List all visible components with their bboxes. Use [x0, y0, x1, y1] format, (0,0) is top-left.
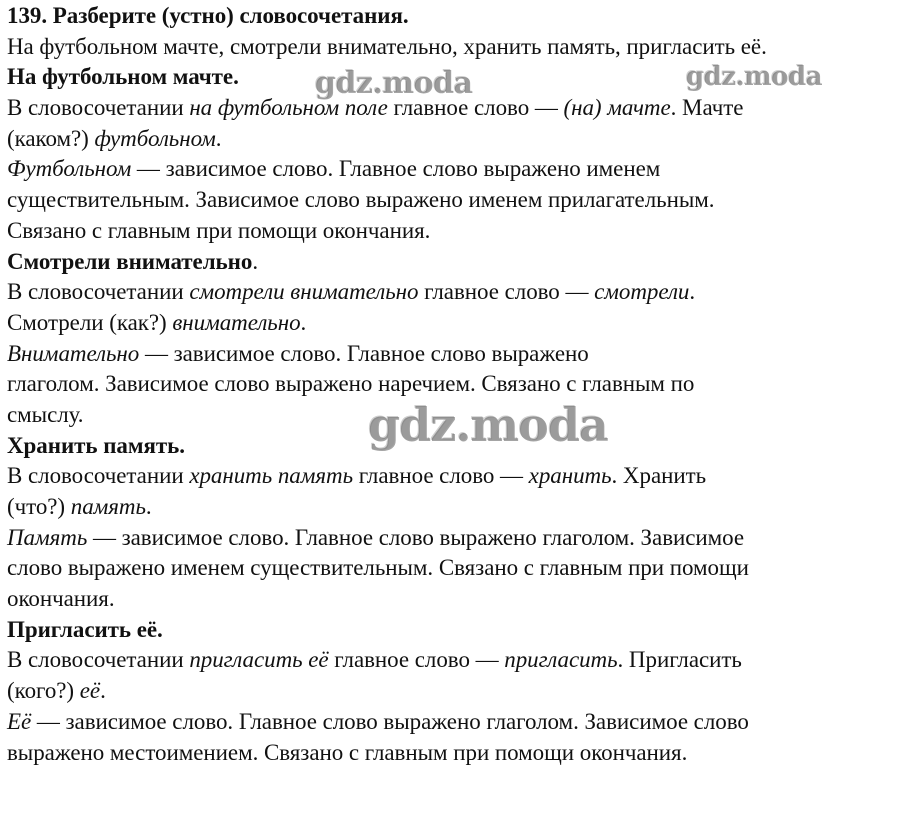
section-heading-text: На футбольном мачте. [7, 64, 239, 90]
text-line: (каком?) футбольном. [7, 125, 222, 151]
text-line: В словосочетании пригласить её главное слово — пригласить. Пригласить [7, 647, 742, 673]
text-line: глаголом. Зависимое слово выражено наречием. Связано с главным по [7, 371, 695, 397]
exercise-task-list: На футбольном мачте, смотрели внимательно, хранить память, пригласить её. [7, 33, 767, 59]
text-line: смыслу. [7, 401, 84, 427]
text-line: Связано с главным при помощи окончания. [7, 217, 431, 243]
italic-dependent-word: Внимательно [7, 340, 140, 366]
text-line: В словосочетании на футбольном поле главное слово — (на) мачте. Мачте [7, 95, 744, 121]
text-line: Смотрели (как?) внимательно. [7, 309, 307, 335]
italic-main-word: смотрели [594, 279, 690, 305]
text-line: выражено местоимением. Связано с главным при помощи окончания. [7, 739, 688, 765]
section-heading: Смотрели внимательно. [7, 248, 259, 274]
italic-phrase: смотрели внимательно [189, 279, 419, 305]
section-heading-text: Смотрели внимательно [7, 248, 253, 274]
text-line: (кого?) её. [7, 678, 106, 704]
exercise-task-line [7, 32, 907, 63]
exercise-title-line [7, 1, 907, 32]
text-line: Внимательно — зависимое слово. Главное слово выражено [7, 340, 589, 366]
text-line: слово выражено именем существительным. Связано с главным при помощи [7, 555, 749, 581]
italic-phrase: на футбольном поле [189, 95, 388, 121]
exercise-title: 139. Разберите (устно) словосочетания. [7, 3, 409, 28]
section-heading [7, 615, 907, 646]
text-line: В словосочетании хранить память главное слово — хранить. Хранить [7, 463, 707, 489]
section-heading-text: Пригласить её. [7, 616, 163, 642]
section-heading-text: Хранить память. [7, 432, 185, 458]
text-line: Её — зависимое слово. Главное слово выражено глаголом. Зависимое слово [7, 708, 749, 734]
italic-dependent-word: футбольном [94, 125, 216, 151]
italic-phrase: хранить память [189, 463, 354, 489]
section-heading [7, 431, 907, 462]
text-line: В словосочетании смотрели внимательно главное слово — смотрели. [7, 279, 696, 305]
watermark: gdz.moda [686, 62, 823, 92]
italic-dependent-word: Память [7, 524, 88, 550]
italic-phrase: пригласить её [189, 647, 329, 673]
italic-main-word: пригласить [504, 647, 618, 673]
document [7, 1, 907, 768]
italic-dependent-word: Футбольном [7, 156, 132, 182]
italic-dependent-word: память [70, 494, 146, 519]
watermark: gdz.moda [315, 66, 473, 101]
section-heading [7, 62, 907, 93]
text-line: существительным. Зависимое слово выражено именем прилагательным. [7, 187, 715, 213]
italic-dependent-word: её [79, 678, 101, 704]
text-line: Память — зависимое слово. Главное слово выражено глаголом. Зависимое [7, 524, 745, 550]
italic-dependent-word: Её [7, 708, 32, 734]
text-line: окончания. [7, 586, 115, 612]
italic-main-word: (на) мачте [563, 95, 671, 121]
italic-main-word: хранить [528, 463, 612, 489]
watermark-large: gdz.moda [368, 398, 608, 452]
italic-dependent-word: внимательно [172, 309, 301, 335]
text-line: (что?) память. [7, 494, 152, 519]
text-line: Футбольном — зависимое слово. Главное слово выражено именем [7, 156, 661, 182]
